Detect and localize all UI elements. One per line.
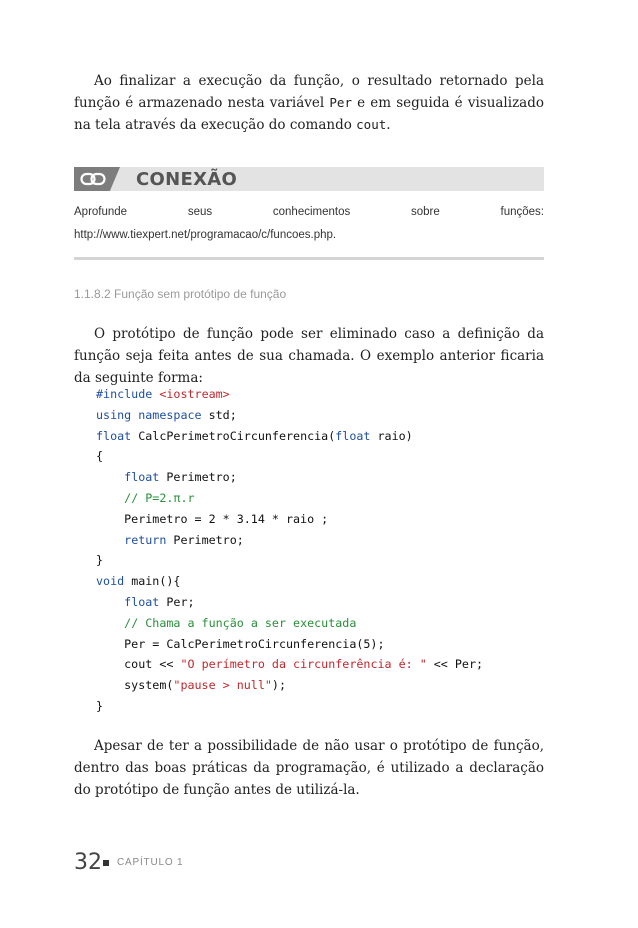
- code-token: [96, 595, 124, 609]
- code-token: float: [96, 428, 139, 443]
- code-token: raio): [377, 428, 413, 443]
- code-token: [96, 533, 124, 547]
- code-token: Perimetro;: [173, 532, 244, 547]
- page-number: 32: [74, 850, 102, 875]
- intro-text-3: .: [386, 117, 391, 133]
- code-token: system(: [96, 678, 174, 693]
- code-token: std;: [208, 407, 237, 422]
- code-token: [96, 470, 124, 484]
- section-divider: [74, 257, 544, 260]
- code-token: // P=2.π.r: [124, 490, 195, 505]
- code-token: << Per;: [426, 657, 484, 672]
- code-token: main(){: [131, 574, 181, 589]
- code-token: Per;: [166, 594, 195, 609]
- code-line: [96, 696, 483, 717]
- code-line: [96, 654, 483, 675]
- code-line: [96, 467, 483, 488]
- intro-text-1: Ao finalizar a execução da função, o resultado retornado pela função é armazenado nesta variável: [74, 73, 544, 111]
- code-line: [96, 488, 483, 509]
- code-token: void: [96, 574, 132, 589]
- code-token: float: [124, 470, 167, 485]
- code-token: #include: [96, 387, 160, 401]
- code-token: [96, 491, 124, 505]
- paragraph-conclusion: Apesar de ter a possibilidade de não usar o protótipo de função, dentro das boas práticas da programação, é utilizado a declaração do protótipo de função antes de utilizá-la.: [74, 738, 544, 798]
- code-token: Perimetro;: [166, 470, 237, 485]
- code-token: }: [96, 698, 104, 713]
- code-token: float: [124, 594, 167, 609]
- code-line: [96, 550, 483, 571]
- code-line: [96, 613, 483, 634]
- link-icon: [80, 172, 106, 186]
- conexao-tab: [74, 167, 120, 191]
- conexao-title: CONEXÃO: [136, 169, 238, 190]
- intro-paragraph: [74, 70, 544, 136]
- code-token: return: [124, 532, 174, 547]
- code-token: Perimetro = 2 * 3.14 * raio ;: [96, 511, 329, 526]
- intro-text-2: e em seguida é visualizado na tela através da execução do comando: [74, 95, 544, 133]
- code-token: using namespace: [96, 407, 209, 422]
- code-token: );: [271, 678, 286, 693]
- code-block: [96, 384, 483, 717]
- code-line: [96, 405, 483, 426]
- code-token: [96, 616, 124, 630]
- code-token: // Chama a função a ser executada: [124, 615, 357, 630]
- code-token: CalcPerimetroCircunferencia(: [138, 428, 336, 443]
- footer-bullet: [103, 860, 109, 866]
- code-line: [96, 509, 483, 530]
- code-line: [96, 571, 483, 592]
- intro-code-per: Per: [329, 95, 352, 110]
- code-token: "O perímetro da circunferência é: ": [180, 657, 427, 672]
- code-token: float: [335, 428, 378, 443]
- code-line: [96, 634, 483, 655]
- code-line: [96, 675, 483, 696]
- code-line: [96, 530, 483, 551]
- conexao-text: Aprofunde seus conhecimentos sobre funções: http://www.tiexpert.net/programacao/c/funcoes.php.: [74, 206, 544, 241]
- paragraph-prototype: O protótipo de função pode ser eliminado caso a definição da função seja feita antes de sua chamada. O exemplo anterior ficaria da seguinte forma:: [74, 326, 544, 386]
- intro-code-cout: cout: [356, 117, 387, 132]
- code-line: [96, 384, 483, 405]
- code-token: <iostream>: [159, 387, 230, 401]
- code-line: [96, 592, 483, 613]
- code-line: [96, 426, 483, 447]
- code-token: }: [96, 553, 104, 568]
- code-token: "pause > null": [173, 678, 272, 693]
- code-line: [96, 446, 483, 467]
- chapter-label: CAPÍTULO 1: [117, 857, 184, 868]
- section-heading: 1.1.8.2 Função sem protótipo de função: [74, 287, 287, 301]
- code-token: Per = CalcPerimetroCircunferencia(5);: [96, 636, 385, 651]
- conexao-header: [74, 167, 544, 191]
- code-token: cout <<: [96, 657, 181, 672]
- code-token: {: [96, 449, 104, 464]
